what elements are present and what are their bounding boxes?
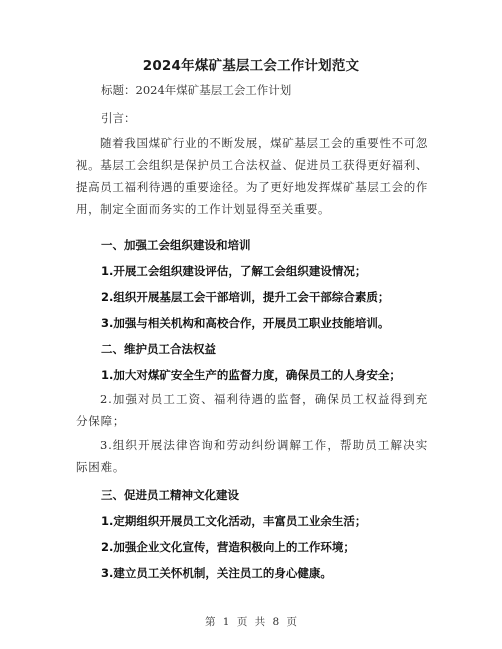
- section-3-item-1: 1.定期组织开展员工文化活动，丰富员工业余生活；: [101, 514, 367, 528]
- section-heading-2: 二、维护员工合法权益: [101, 342, 216, 356]
- section-3-item-2: 2.加强企业文化宣传，营造积极向上的工作环境；: [101, 540, 355, 554]
- intro-paragraph: 随着我国煤矿行业的不断发展，煤矿基层工会的重要性不可忽视。基层工会组织是保护员工合法权益、促进员工获得更好福利、提高员工福利待遇的重要途径。为了更好地发挥煤矿基层工会的作用，制定全面而务实的工作计划显得至关重要。: [76, 136, 428, 216]
- section-2-item-3: 3.组织开展法律咨询和劳动纠纷调解工作，帮助员工解决实际困难。: [76, 438, 428, 474]
- document-title: 2024年煤矿基层工会工作计划范文: [142, 58, 360, 74]
- section-1-item-2: 2.组织开展基层工会干部培训，提升工会干部综合素质；: [101, 290, 390, 304]
- intro-label: 引言：: [101, 111, 136, 125]
- section-1-item-1: 1.开展工会组织建设评估，了解工会组织建设情况；: [101, 264, 367, 278]
- section-2-item-1: 1.加大对煤矿安全生产的监督力度，确保员工的人身安全；: [101, 368, 401, 382]
- subtitle-line: 标题：2024年煤矿基层工会工作计划: [101, 83, 292, 97]
- page-footer: 第 1 页 共 8 页: [204, 616, 298, 628]
- section-1-item-3: 3.加强与相关机构和高校合作，开展员工职业技能培训。: [101, 316, 390, 330]
- section-2-item-2: 2.加强对员工工资、福利待遇的监督，确保员工权益得到充分保障；: [76, 392, 428, 428]
- section-heading-3: 三、促进员工精神文化建设: [101, 488, 239, 502]
- section-3-item-3: 3.建立员工关怀机制，关注员工的身心健康。: [101, 566, 332, 580]
- section-heading-1: 一、加强工会组织建设和培训: [101, 238, 251, 252]
